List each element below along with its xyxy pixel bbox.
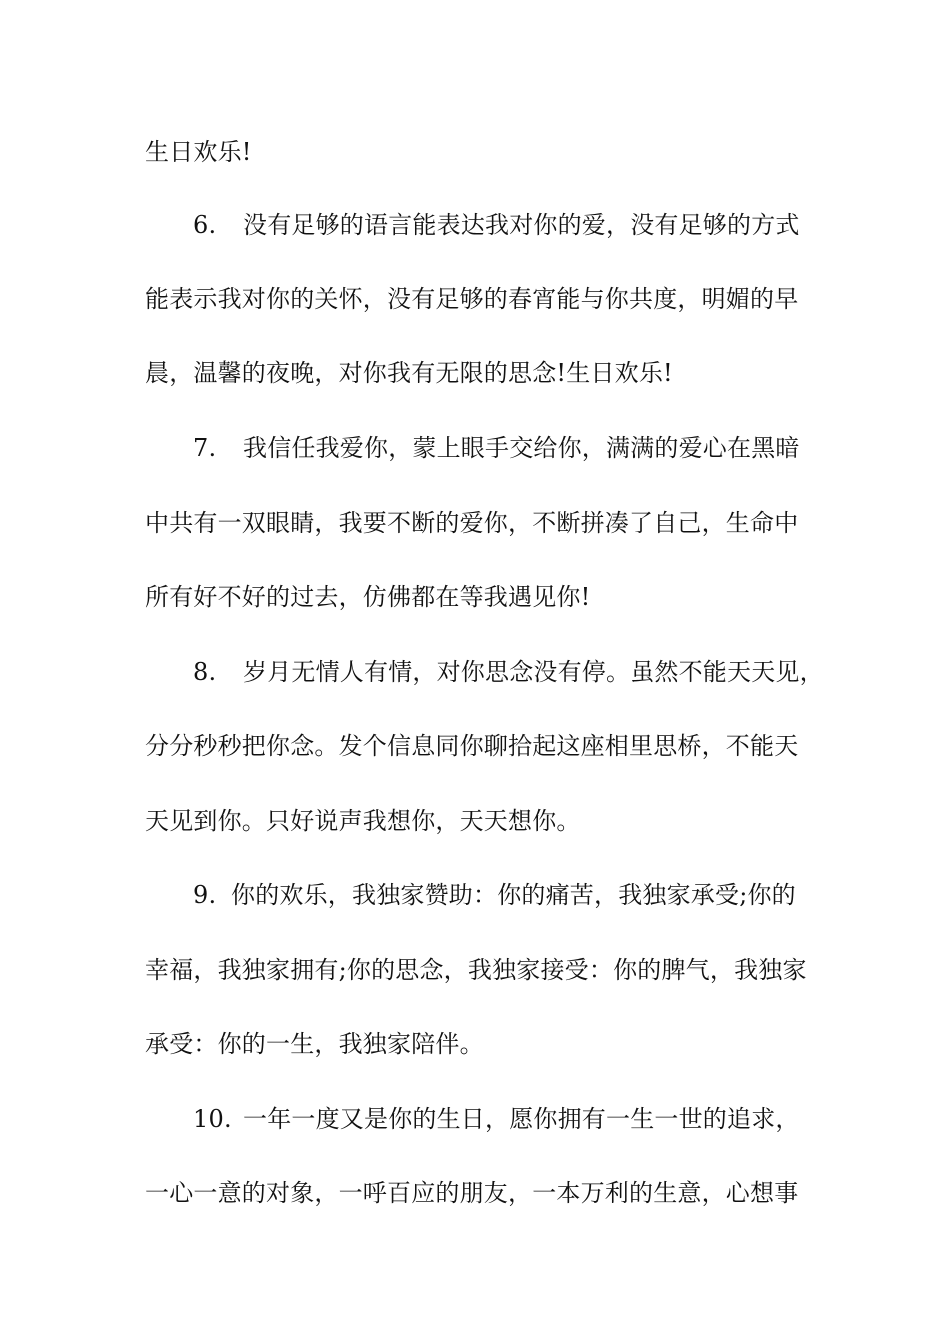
paragraph-6-line-3: 晨，温馨的夜晚，对你我有无限的思念!生日欢乐! xyxy=(145,359,673,387)
paragraph-8-line-3: 天见到你。只好说声我想你，天天想你。 xyxy=(145,807,581,835)
paragraph-7-line-3: 所有好不好的过去，仿佛都在等我遇见你! xyxy=(145,583,591,611)
paragraph-8-line-1-text: 岁月无情人有情，对你思念没有停。虽然不能天天见， xyxy=(243,658,824,686)
paragraph-6-line-1-text: 没有足够的语言能表达我对你的爱，没有足够的方式 xyxy=(243,211,800,239)
paragraph-6-line-1 xyxy=(193,205,883,245)
paragraph-8-number: 8. xyxy=(193,658,217,686)
paragraph-5-line-3: 生日欢乐! xyxy=(145,138,252,166)
paragraph-9-line-2: 幸福，我独家拥有;你的思念，我独家接受：你的脾气，我独家 xyxy=(145,956,807,984)
paragraph-7-line-1-text: 我信任我爱你，蒙上眼手交给你，满满的爱心在黑暗 xyxy=(243,434,800,462)
paragraph-10-number: 10. xyxy=(193,1105,232,1133)
paragraph-10-line-1-text: 一年一度又是你的生日，愿你拥有一生一世的追求， xyxy=(243,1105,800,1133)
paragraph-8-line-1 xyxy=(193,652,883,692)
paragraph-7-number: 7. xyxy=(193,434,217,462)
paragraph-9-line-3: 承受：你的一生，我独家陪伴。 xyxy=(145,1030,484,1058)
paragraph-7-line-1 xyxy=(193,428,883,468)
paragraph-6-line-2: 能表示我对你的关怀，没有足够的春宵能与你共度，明媚的早 xyxy=(145,285,799,313)
paragraph-6-number: 6. xyxy=(193,211,217,239)
paragraph-9-line-1-text: 你的欢乐，我独家赞助：你的痛苦，我独家承受;你的 xyxy=(231,881,796,909)
paragraph-9-number: 9. xyxy=(193,881,217,909)
paragraph-8-line-2: 分分秒秒把你念。发个信息同你聊拾起这座相里思桥，不能天 xyxy=(145,732,799,760)
paragraph-9-line-1 xyxy=(193,875,883,915)
paragraph-10-line-2: 一心一意的对象，一呼百应的朋友，一本万利的生意，心想事 xyxy=(145,1179,799,1207)
paragraph-10-line-1 xyxy=(193,1099,883,1139)
paragraph-7-line-2: 中共有一双眼睛，我要不断的爱你，不断拼凑了自己，生命中 xyxy=(145,509,799,537)
